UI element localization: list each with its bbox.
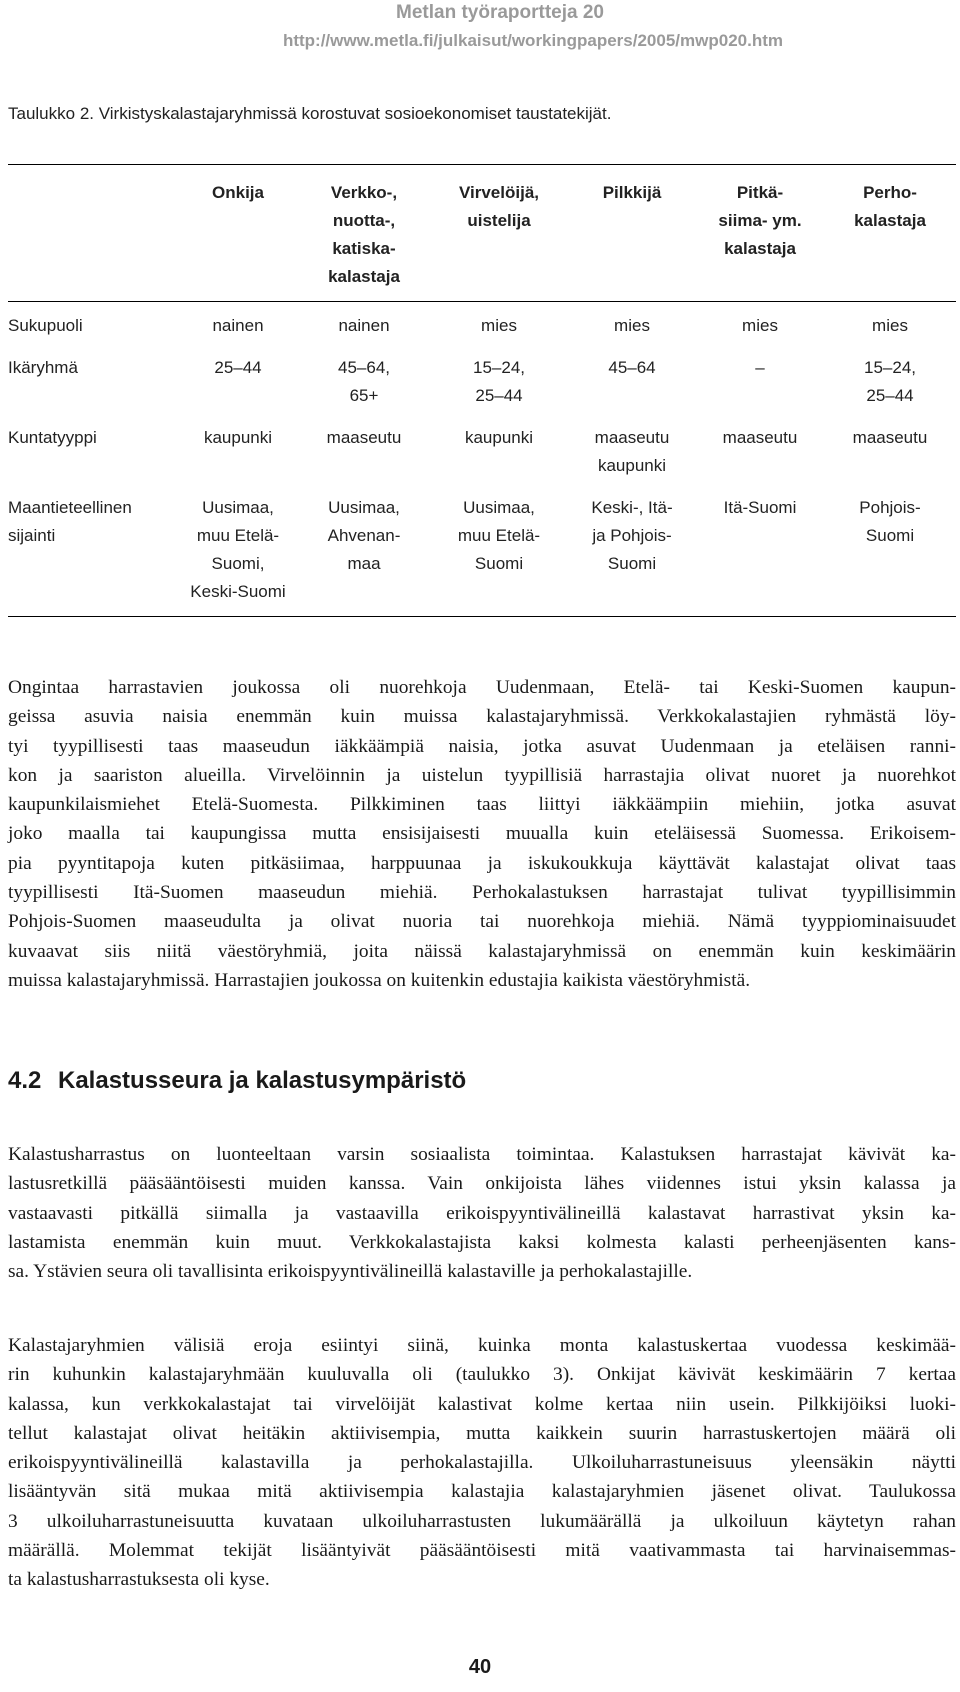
column-header-line: siima- ym. [718,211,802,230]
table-cell-line: muu Etelä- [196,526,280,545]
table-header-row [8,165,956,302]
text-line: ta kalastusharrastuksesta oli kyse. [8,1569,270,1591]
table-cell [298,350,430,420]
text-line: kaupunkilaismiehet Etelä-Suomesta. Pilkkiminen taas liittyi iäkkäämpiin miehiin, jotka asuvat [8,794,956,816]
table-cell-line: kaupunki [203,428,273,447]
table-cell [178,350,298,420]
table-cell [430,420,568,490]
text-line: lastamista enemmän kuin muut. Verkkokalastajista kaksi kolmesta kalasti perheenjäsenten kans- [8,1231,956,1253]
column-header [696,165,824,302]
table-cell-line: 45–64, [338,358,390,377]
table-cell [824,350,956,420]
document-url[interactable]: http://www.metla.fi/julkaisut/workingpapers/2005/mwp020.htm [282,31,783,50]
paragraph-1 [8,673,956,995]
text-line: kon ja saariston alueilla. Virvelöinnin ja uistelun tyypillisiä harrastajia olivat nuoret ja nuorehkot [8,764,956,786]
text-line: lastusretkillä pääsääntöisesti muiden kanssa. Vain onkijoista lähes viidennes istui yksin kalassa ja [8,1173,956,1195]
row-label [8,302,178,351]
text-line: 3 ulkoiluharrastuneisuutta kuvataan ulkoiluharrastusten lukumäärällä ja ulkoiluun käytetyn rahan [8,1510,956,1532]
table-row [8,350,956,420]
table-cell [568,350,696,420]
table-cell [178,420,298,490]
row-label-line: Ikäryhmä [8,358,78,377]
table-row [8,302,956,351]
table-cell-line: 25–44 [214,358,262,377]
column-header-line: uistelija [467,211,531,230]
table-cell-line: mies [872,316,908,335]
table-cell-line: 65+ [349,386,379,405]
table-cell-line: Keski-, Itä- [591,498,673,517]
table-cell-line: Suomi, [211,554,265,573]
column-header-line: kalastaja [724,239,796,258]
text-line: tyi tyypillisesti taas maaseudun iäkkäämpiä naisia, jotka asuvat Uudenmaan ja eteläisen ranni- [8,735,956,757]
table-cell-line: Suomi [607,554,657,573]
table-cell [568,490,696,617]
table-cell [696,490,824,617]
column-header [298,165,430,302]
column-header-line: katiska- [332,239,396,258]
text-line: vastaavasti pitkällä siimalla ja vastaavilla erikoispyyntivälineillä kalastavat harrastivat yksin ka- [8,1202,956,1224]
table-cell [430,490,568,617]
table-cell [824,490,956,617]
text-line: erikoispyyntivälineillä kalastavilla ja perhokalastajilla. Ulkoiluharrastuneisuus yleensäkin näytti [8,1452,956,1474]
table-cell-line: Suomi [474,554,524,573]
row-label-line: Maantieteellinen [8,498,132,517]
table-cell-line: Itä-Suomi [723,498,797,517]
table-body [8,302,956,617]
table-cell-line: maa [347,554,381,573]
text-line: rin kuhunkin kalastajaryhmään kuuluvalla oli (taulukko 3). Onkijat kävivät keskimäärin 7 kertaa [8,1364,956,1386]
column-header-line: kalastaja [328,267,400,286]
table-cell [824,420,956,490]
paragraph-2 [8,1140,956,1286]
socioeconomic-table [8,164,956,617]
table-cell-line: Keski-Suomi [190,582,286,601]
table-cell-line: Suomi [865,526,915,545]
table-cell-line: maaseutu [326,428,402,447]
table-cell-line: maaseutu [594,428,670,447]
row-label-line: Kuntatyyppi [8,428,97,447]
table-cell-line: Uusimaa, [328,498,400,517]
column-header-line: Virvelöijä, [458,183,539,202]
table-cell-line: – [755,358,765,377]
column-header-line: Verkko-, [330,183,398,202]
text-line: sa. Ystävien seura oli tavallisinta erikoispyyntivälineillä kalastaville ja perhokalastajille. [8,1261,693,1283]
table-cell [298,420,430,490]
text-line: Ongintaa harrastavien joukossa oli nuorehkoja Uudenmaan, Etelä- tai Keski-Suomen kaupun- [8,677,956,698]
table-cell-line: 25–44 [475,386,523,405]
row-label [8,350,178,420]
table-cell-line: ja Pohjois- [592,526,672,545]
row-label-line: sijainti [8,526,56,545]
text-line: tyypillisesti Itä-Suomen maaseudun miehiä. Perhokalastuksen harrastajat tulivat tyypillisimmin [8,882,956,904]
table-cell [824,302,956,351]
column-header-line: Perho- [863,183,917,202]
table-cell-line: maaseutu [852,428,928,447]
table-cell-line: mies [742,316,778,335]
column-header-line: nuotta-, [332,211,396,230]
table-cell [298,490,430,617]
text-line: Kalastajaryhmien välisiä eroja esiintyi siinä, kuinka monta kalastuskertaa vuodessa keskimää- [8,1335,956,1356]
text-line: lisääntyvän sitä mukaa mitä aktiivisempia kalastajia kalastajaryhmien jäsenet olivat. Taulukossa [8,1481,956,1503]
column-header [430,165,568,302]
table-cell [178,302,298,351]
text-line: Kalastusharrastus on luonteeltaan varsin sosiaalista toimintaa. Kalastuksen harrastajat kävivät ka- [8,1144,956,1165]
column-header-line: Pitkä- [736,183,784,202]
table-cell-line: nainen [338,316,390,335]
table-cell [298,302,430,351]
text-line: pia pyyntitapoja kuten pitkäsiimaa, harppuunaa ja iskukoukkuja käyttävät kalastajat olivat taas [8,852,956,874]
table-row [8,490,956,617]
table-cell-line: 25–44 [866,386,914,405]
table-cell-line: 15–24, [864,358,916,377]
paragraph-3 [8,1331,956,1595]
table-cell-line: Ahvenan- [327,526,401,545]
table-cell-line: mies [481,316,517,335]
text-line: geissa asuvia naisia enemmän kuin muissa kalastajaryhmissä. Verkkokalastajien ryhmästä löy- [8,706,956,728]
text-line: määrällä. Molemmat tekijät lisääntyivät pääsääntöisesti mitä vaativammasta tai harvinaisemmas- [8,1540,956,1562]
table-cell-line: kaupunki [597,456,667,475]
section-number: 4.2 [8,1067,42,1094]
table-cell [430,350,568,420]
series-title: Metlan työraportteja 20 [396,2,604,23]
column-header-line: kalastaja [854,211,926,230]
table-cell-line: Uusimaa, [202,498,274,517]
column-header [178,165,298,302]
table-cell [696,420,824,490]
text-line: kuvaavat siis niitä väestöryhmiä, joita näissä kalastajaryhmissä on enemmän kuin keskimäärin [8,940,956,962]
row-label [8,490,178,617]
table-cell [568,302,696,351]
page-number: 40 [468,1656,492,1678]
table-cell-line: muu Etelä- [457,526,541,545]
table-cell-line: 45–64 [608,358,656,377]
column-header [824,165,956,302]
table-caption: Taulukko 2. Virkistyskalastajaryhmissä korostuvat sosioekonomiset taustatekijät. [8,104,612,123]
table-cell [696,302,824,351]
table-cell [178,490,298,617]
row-label [8,420,178,490]
table-cell-line: kaupunki [464,428,534,447]
column-header [568,165,696,302]
column-header-line: Onkija [212,183,264,202]
table-cell [696,350,824,420]
text-line: tellut kalastajat olivat heitäkin aktiivisempia, mutta kaikkein suurin harrastuskertojen määrä oli [8,1422,956,1444]
text-line: joko maalla tai kaupungissa mutta ensisijaisesti muualla kuin eteläisessä Suomessa. Erikoisem- [8,823,956,845]
section-title: Kalastusseura ja kalastusympäristö [58,1067,467,1094]
table-cell [430,302,568,351]
row-label-line: Sukupuoli [8,316,83,335]
text-line: muissa kalastajaryhmissä. Harrastajien joukossa on kuitenkin edustajia kaikista väestöryhmistä. [8,969,751,991]
table-row [8,420,956,490]
text-line: Pohjois-Suomen maaseudulta ja olivat nuoria tai nuorehkoja miehiä. Nämä tyyppiominaisuudet [8,911,956,933]
table-cell [568,420,696,490]
column-header-line: Pilkkijä [602,183,662,202]
table-cell-line: maaseutu [722,428,798,447]
table-cell-line: mies [614,316,650,335]
table-cell-line: Uusimaa, [463,498,535,517]
text-line: kalassa, kun verkkokalastajat tai virvelöijät kalastivat kolme kertaa niin usein. Pilkkijöiksi luoki- [8,1393,956,1415]
table-cell-line: Pohjois- [859,498,921,517]
table-cell-line: nainen [212,316,264,335]
table-cell-line: 15–24, [473,358,525,377]
table-header-empty [8,165,178,302]
section-heading [8,1067,466,1095]
